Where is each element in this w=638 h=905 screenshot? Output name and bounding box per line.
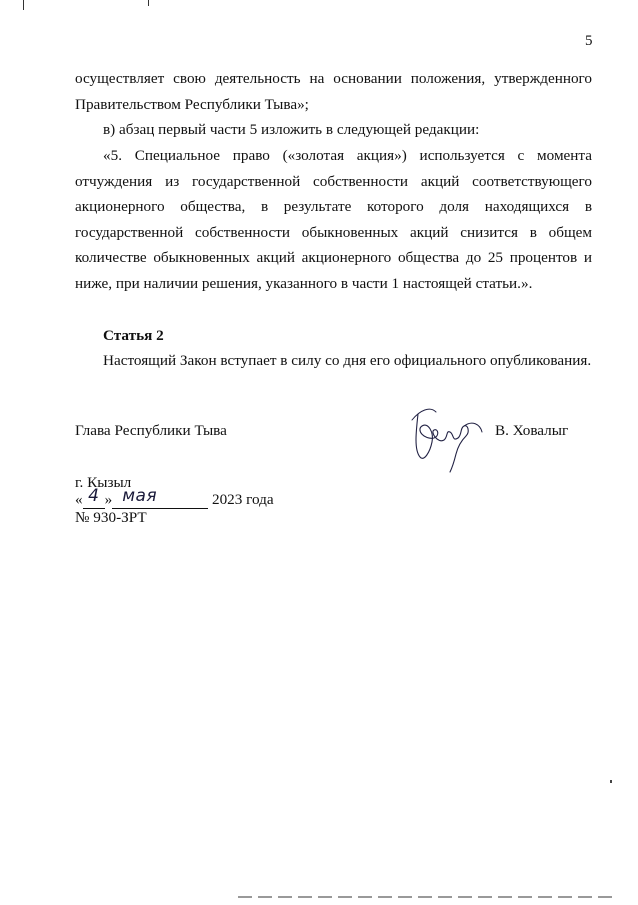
article-text: Настоящий Закон вступает в силу со дня его официального опубликования. — [103, 352, 592, 369]
scan-artifact — [610, 780, 612, 783]
signatory-title: Глава Республики Тыва — [75, 422, 227, 439]
paragraph-continuation: осуществляет свою деятельность на основании положения, утвержденного Правительством Республики Тыва»; — [75, 70, 592, 113]
city-line: г. Кызыл — [75, 474, 132, 491]
signatory-name: В. Ховалыг — [495, 422, 569, 439]
article-heading: Статья 2 — [103, 327, 164, 344]
date-close-quote: » — [104, 491, 113, 508]
date-year: 2023 года — [211, 491, 274, 508]
handwritten-signature — [410, 402, 485, 474]
scan-edge-mark — [148, 0, 149, 6]
page-number: 5 — [585, 33, 593, 49]
paragraph-amendment-intro: в) абзац первый части 5 изложить в следующей редакции: — [103, 121, 480, 138]
date-day-handwritten: 4 — [88, 486, 99, 506]
law-number: № 930-ЗРТ — [75, 509, 147, 526]
date-month-handwritten: мая — [122, 486, 158, 506]
scan-artifact — [238, 896, 618, 898]
date-open-quote: « — [75, 491, 83, 508]
date-line — [75, 486, 274, 509]
scan-edge-mark — [23, 0, 24, 10]
paragraph-amendment-text: «5. Специальное право («золотая акция») используется с момента отчуждения из государственной собственности акций соответствующего акционерного общества, в результате которого доля находящихся в государственной собственности обыкновенных акций снизится в общем количестве обыкновенных акций акционерного общества до 25 процентов и ниже, при наличии решения, указанного в части 1 настоящей статьи.». — [75, 147, 592, 292]
